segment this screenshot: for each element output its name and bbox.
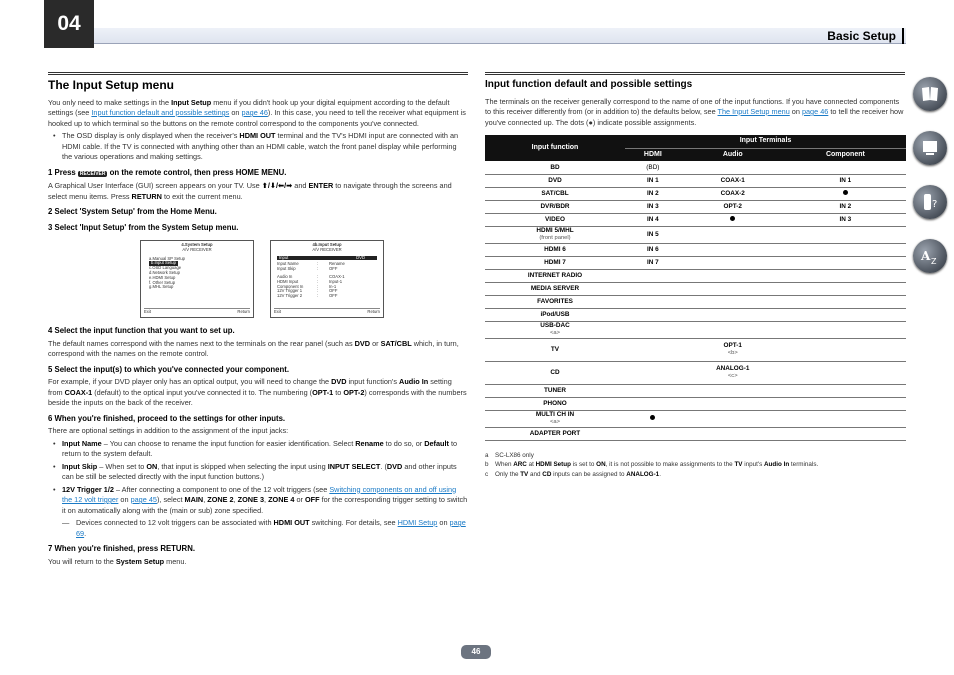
return-label: Return	[367, 309, 380, 315]
intro-paragraph: You only need to make settings in the Input Setup menu if you didn't hook up your digital equipment according to the default settings (see Input function default and possible settings on page 46). In this case, you need to tell the receiver what equipment is hooked up to which terminal so the buttons on the remote control correspond to the components you've connected.	[48, 97, 466, 128]
left-column	[48, 72, 468, 569]
link-input-defaults[interactable]: Input function default and possible settings	[91, 108, 230, 117]
page-number: 46	[461, 645, 491, 659]
svg-text:A: A	[921, 249, 931, 263]
table-section-title: Input function default and possible settings	[485, 79, 693, 90]
table-row: HDMI 5/MHL (front panel) IN 5	[485, 226, 906, 243]
svg-text:Z: Z	[931, 257, 937, 266]
return-label: Return	[237, 309, 250, 315]
input-setup-row: Component In : In-1	[277, 283, 337, 289]
table-intro: The terminals on the receiver generally correspond to the name of one of the input functions. If you have connected components to this receiver differently from (or in addition to) the defaults below, see The Input Setup menu on page 46 to tell the receiver how you've connected up. The dots (●) indicate possible assignments.	[485, 96, 904, 127]
step-5-text: For example, if your DVD player only has an optical output, you will need to change the DVD input function's Audio In setting from COAX-1 (default) to the optical input you've connected it to. The numbering (OPT-1 to OPT-2) corresponds with the numbers beside the inputs on the back of the receiver.	[48, 377, 467, 407]
osd-note: • The OSD display is only displayed when the receiver's HDMI OUT terminal and the TV's HDMI input are connected with an HDMI cable. If the TV is connected with anything other than an HDMI cable, watch the front panel display while performing the various operations and making settings.	[48, 131, 468, 163]
step-1: 1 Press RECEIVER on the remote control, then press HOME MENU.	[48, 167, 287, 177]
input-setup-row: 12V Trigger 1 : OFF	[277, 288, 338, 294]
step-2: 2 Select 'System Setup' from the Home Menu.	[48, 207, 217, 216]
table-row: TUNER	[485, 384, 906, 397]
input-setup-row: Input Name : Rename	[277, 261, 345, 267]
exit-label: Exit	[274, 309, 281, 315]
input-setup-row: HDMI Input : Input-1	[277, 278, 343, 284]
system-setup-menu-item: c.OSD Language	[149, 265, 182, 271]
language-az-icon[interactable]	[913, 239, 947, 273]
system-setup-menu-item: d.Network Setup	[149, 269, 180, 275]
step-5: 5 Select the input(s) to which you've connected your component.	[48, 364, 289, 374]
section-title: Basic Setup	[827, 29, 896, 43]
note-b: b When ARC at HDMI Setup is set to ON, it is not possible to make assignments to the TV input's Audio In terminals.	[485, 461, 819, 468]
table-row: ADAPTER PORT	[485, 427, 906, 440]
step-4-text: The default names correspond with the names next to the terminals on the rear panel (such as DVD or SAT/CBL which, in turn, correspond with the names on the remote control.	[48, 338, 459, 358]
table-row: DVD IN 1 COAX-1 IN 1	[485, 174, 906, 187]
header-bar	[94, 28, 906, 44]
exit-label: Exit	[144, 309, 151, 315]
link-12v-trigger[interactable]: Switching components on and off using the 12 volt trigger	[62, 484, 457, 504]
system-setup-menu	[149, 257, 251, 291]
possible-assignment-dot	[843, 190, 848, 195]
gui-screens	[140, 240, 468, 318]
section-rule	[48, 72, 468, 76]
table-row: MEDIA SERVER	[485, 282, 906, 295]
table-row: MULTI CH IN <a>	[485, 410, 906, 427]
table-row: HDMI 7 IN 7	[485, 256, 906, 269]
table-row: VIDEO IN 4 IN 3	[485, 213, 906, 226]
step-3: 3 Select 'Input Setup' from the System Setup menu.	[48, 222, 239, 232]
input-setup-rows	[277, 262, 381, 299]
input-setup-row: 12V Trigger 2 : OFF	[277, 293, 338, 299]
table-notes	[485, 451, 905, 480]
svg-text:?: ?	[932, 199, 938, 210]
system-setup-menu-item: e.HDMI Setup	[149, 274, 176, 280]
col-input-function: Input function	[485, 135, 625, 161]
link-page-45[interactable]: page 45	[130, 495, 157, 504]
receiver-key-icon: RECEIVER	[79, 170, 106, 177]
possible-assignment-dot	[650, 415, 655, 420]
remote-help-icon[interactable]	[913, 185, 947, 219]
settings-panel-icon[interactable]	[913, 131, 947, 165]
table-row: SAT/CBL IN 2 COAX-2	[485, 187, 906, 200]
table-row: INTERNET RADIO	[485, 269, 906, 282]
possible-assignment-dot	[730, 216, 735, 221]
header-end-mark	[902, 28, 904, 44]
link-page-46[interactable]: page 46	[801, 107, 829, 116]
table-row: CD ANALOG-1 <c>	[485, 361, 906, 384]
table-row: DVR/BDR IN 3 OPT-2 IN 2	[485, 200, 906, 213]
trigger-bullet: • 12V Trigger 1/2 – After connecting a component to one of the 12 volt triggers (see Switching components on and off using the 12 volt trigger on page 45), select MAIN, ZONE 2, ZONE 3, ZONE 4 or OFF for the corresponding trigger setting to switch it on automatically along with the (main or sub) zone specified.	[48, 485, 468, 517]
table-row: USB-DAC <a>	[485, 321, 906, 338]
step-7: 7 When you're finished, press RETURN.	[48, 544, 195, 553]
col-component: Component	[785, 148, 906, 161]
section-rule	[485, 72, 905, 76]
table-row: FAVORITES	[485, 295, 906, 308]
link-hdmi-setup[interactable]: HDMI Setup	[397, 518, 438, 527]
step-1-text: A Graphical User Interface (GUI) screen appears on your TV. Use ⬆/⬇/⬅/➡ and ENTER to navigate through the screens and select menu items. Press RETURN to exit the current menu.	[48, 181, 452, 201]
input-setup-screen: 4b.Input Setup A/V RECEIVER Input DVD Input Name : Rename Input Skip : OFF Audio In : COAX-1 HDMI Input : Input-1 Component In : In-1 12V Trigger 1 : OFF 12V Trigger 2 : OFF Exit Return	[270, 240, 384, 318]
note-c: c Only the TV and CD inputs can be assigned to ANALOG-1.	[485, 470, 661, 478]
step-7-text: You will return to the System Setup menu.	[48, 556, 187, 566]
system-setup-menu-item: a.Manual SP Setup	[149, 255, 186, 261]
table-row: PHONO	[485, 397, 906, 410]
note-a: a SC-LX86 only	[485, 451, 534, 459]
table-row: TV OPT-1 <b>	[485, 338, 906, 361]
input-setup-row: Audio In : COAX-1	[277, 273, 345, 279]
manual-book-icon[interactable]	[913, 77, 947, 111]
system-setup-menu-item: b.Input Setup	[151, 260, 176, 266]
system-setup-menu-item: g.MHL Setup	[149, 284, 174, 290]
input-skip-bullet: • Input Skip – When set to ON, that input is skipped when selecting the input using INPUT SELECT. (DVD and other inputs can be still be selected directly with the input function buttons.)	[48, 462, 468, 483]
input-function-table	[485, 135, 906, 441]
step-4: 4 Select the input function that you want to set up.	[48, 326, 235, 335]
col-input-terminals: Input Terminals	[625, 135, 906, 148]
system-setup-screen: 4.System Setup A/V RECEIVER a.Manual SP Setup b.Input Setup c.OSD Language d.Network Setup e.HDMI Setup f. Other Setup g.MHL Setup Exit Return	[140, 240, 254, 318]
arrow-keys-icon: ⬆/⬇/⬅/➡	[261, 181, 293, 190]
trigger-subnote: — Devices connected to 12 volt triggers can be associated with HDMI OUT switching. For details, see HDMI Setup on page 69.	[48, 518, 468, 539]
input-name-bullet: • Input Name – You can choose to rename the input function for easier identification. Select Rename to do so, or Default to return to the system default.	[48, 439, 468, 460]
step-6-text: There are optional settings in addition to the assignment of the input jacks:	[48, 426, 289, 435]
link-input-setup-menu[interactable]: The Input Setup menu	[717, 107, 790, 116]
right-column	[485, 72, 905, 479]
table-row: BD (BD)	[485, 161, 906, 174]
link-page-69[interactable]: page 69	[76, 518, 466, 538]
link-page-46[interactable]: page 46	[241, 108, 268, 117]
col-audio: Audio	[681, 148, 785, 161]
table-row: HDMI 6 IN 6	[485, 243, 906, 256]
col-hdmi: HDMI	[625, 148, 681, 161]
page-title: The Input Setup menu	[48, 78, 174, 92]
input-setup-row: Input Skip : OFF	[277, 266, 338, 272]
table-row: iPod/USB	[485, 308, 906, 321]
step-6: 6 When you're finished, proceed to the settings for other inputs.	[48, 413, 286, 423]
chapter-number: 04	[44, 0, 94, 48]
system-setup-menu-item: f. Other Setup	[149, 279, 176, 285]
